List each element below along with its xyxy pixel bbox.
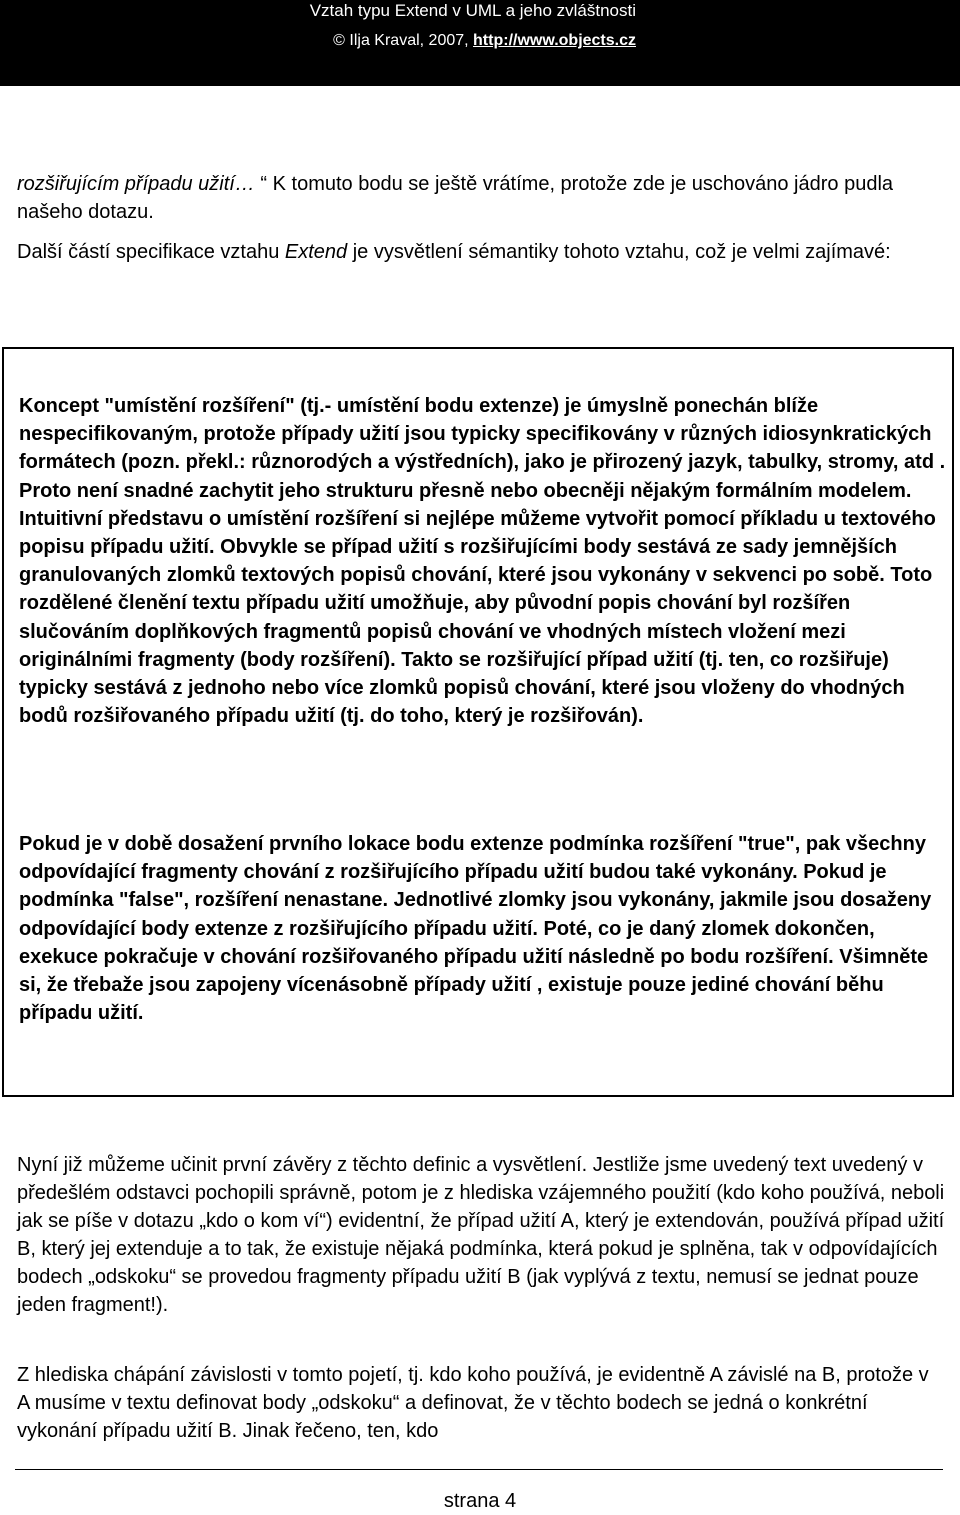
body-paragraph-2: Z hlediska chápání závislosti v tomto pojetí, tj. kdo koho používá, je evidentně A závislé na B, protože v A musíme v textu definovat body „odskoku“ a definovat, že v těchto bodech se jedná o konkrétní vykonání případu užití B. Jinak řečeno, ten, kdo bbox=[17, 1364, 929, 1442]
header-title: Vztah typu Extend v UML a jeho zvláštnosti bbox=[309, 1, 636, 20]
quote-paragraph-2: Pokud je v době dosažení prvního lokace bodu extenze podmínka rozšíření "true", pak všechny odpovídající fragmenty chování z rozšiřujícího případu užití budou také vykonány. Pokud je podmínka "false", rozšíření nenastane. Jednotlivé zlomky jsou vykonány, jakmile jsou dosaženy odpovídající body extenze z rozšiřujícího případu užití. Poté, co je daný zlomek dokončen, exekuce pokračuje v chování rozšiřovaného případu užití následně po bodu rozšíření. Všimněte si, že třebaže jsou zapojeny vícenásobně případy užití , existuje pouze jediné chování běhu případu užití. bbox=[19, 833, 932, 1025]
extend-term: Extend bbox=[284, 241, 348, 263]
copyright-text: © Ilja Kraval, 2007, bbox=[333, 32, 474, 49]
intro-paragraph-2 bbox=[17, 238, 945, 266]
quoted-specification-box bbox=[2, 347, 954, 1097]
footer-divider bbox=[15, 1469, 943, 1470]
quote-paragraph-1: Koncept "umístění rozšíření" (tj.- umístění bodu extenze) je úmyslně ponechán blíže nespecifikovaným, protože případy užití jsou typicky specifikovány v různých idiosynkratických formátech (pozn. překl.: různorodých a výstředních), jako je přirozený jazyk, tabulky, stromy, atd . Proto není snadné zachytit jeho strukturu přesně nebo obecněji nějakým formálním modelem. Intuitivní představu o umístění rozšíření si nejlépe můžeme vytvořit pomocí příkladu u textového popisu případu užití. Obvykle se případ užití s rozšiřujícími body sestává ze sady jemnějších granulovaných zlomků textových popisů chování, které jsou vykonány v sekvenci po sobě. Toto rozdělené členění textu případu užití umožňuje, aby původní popis chování byl rozšířen slučováním doplňkových fragmentů popisů chování ve vhodných místech vložení mezi originálními fragmenty (body rozšíření). Takto se rozšiřující případ užití (tj. ten, co rozšiřuje) typicky sestává z jednoho nebo více zlomků popisů chování, které jsou vloženy do vhodných bodů rozšiřovaného případu užití (tj. do toho, který je rozšiřován). bbox=[19, 395, 946, 728]
intro-text-b: je vysvětlení sémantiky tohoto vztahu, což je velmi zajímavé: bbox=[347, 241, 891, 263]
intro-italic-text: rozšiřujícím případu užití… bbox=[17, 173, 261, 195]
page-header bbox=[0, 0, 960, 86]
website-link[interactable]: http://www.objects.cz bbox=[473, 32, 636, 49]
intro-text: “ K tomuto bodu se ještě vrátíme, protože zde je uschováno jádro pudla našeho dotazu. bbox=[17, 173, 894, 223]
header-copyright bbox=[333, 31, 636, 50]
intro-text-a: Další částí specifikace vztahu bbox=[17, 241, 285, 263]
intro-paragraph-1 bbox=[17, 170, 945, 226]
page-number: strana 4 bbox=[443, 1490, 517, 1512]
body-paragraph-1: Nyní již můžeme učinit první závěry z těchto definic a vysvětlení. Jestliže jsme uvedený text uvedený v předešlém odstavci pochopili správně, potom je z hlediska vzájemného použití (kdo koho používá, neboli jak se píše v dotazu „kdo o kom ví“) evidentní, že případ užití A, který je extendován, používá případ užití B, který jej extenduje a to tak, že existuje nějaká podmínka, která pokud je splněna, tak v odpovídajících bodech „odskoku“ se provedou fragmenty případu užití B (jak vyplývá z textu, nemusí se jednat pouze jeden fragment!). bbox=[17, 1154, 945, 1316]
